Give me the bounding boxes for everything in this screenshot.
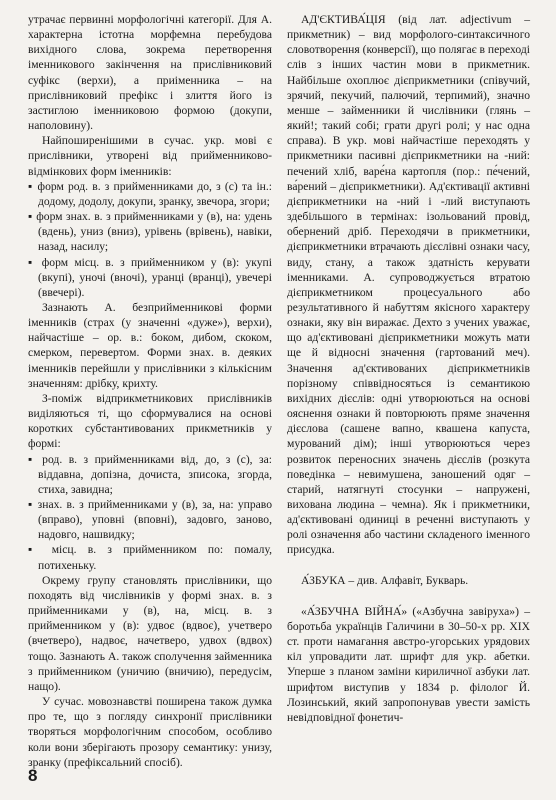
list-item-adj-locative: ▪ місц. в. з прийменником по: помалу, потихеньку. [28,543,272,572]
paragraph-adjective-based: З-поміж відприкметникових прислівників виділяються ті, що сформувалися на основі коротких субстантивованих прикметників у формі: [28,391,272,451]
paragraph-prepositionless: Зазнають А. безприйменникові форми іменників (страх (у значенні «дуже»), верхи), найчастіше – ор. в.: боком, дибом, скоком, смерком, перевертом. Форми знах. в. деяких іменників перейшли у прислівники з кількісним значенням: дрібку, крихту. [28,300,272,390]
right-column [287,12,530,725]
paragraph-synchrony: У сучас. мовознавстві поширена також думка про те, що з погляду синхронії прислівники творяться морфологічним способом, особливо коли вони зберігають прозору семантику: унизу, зранку (префіксальний спосіб). [28,695,272,769]
paragraph-intro: утрачає первинні морфологічні категорії. Для А. характерна істотна морфемна перебудова вихідного слова, зокрема перетворення іменникового закінчення на прислівниковий суфікс (верхи), а приіменника – на прислівниковий префікс і злиття його із застиглою іменниковою формою (докупи, наполовину). [28,13,272,133]
list-item-locative: ▪ форм місц. в. з прийменником у (в): укупі (вкупі), уночі (вночі), уранці (вранці), увечері (ввечері). [28,255,272,299]
entry-adjectivation: АД'ЄКТИВА́ЦІЯ (від лат. adjectivum – прикметник) – вид морфолого-синтаксичного словотворення (конверсії), що полягає в переході слів з інших частин мови в прикметник. Найбільше охоплює дієприкметники (співучий, зрячий, пекучий, палючий, терпимий), значно менше – займенники й числівники (глянь – який!; такий собі; грати другі ролі; у нас одна справа). В укр. мові найчастіше переходять у прикметники пасивні дієприкметники на -ний: печений хліб, варе́на картопля (пор.: пе́чений, ва́рений – дієприкметники). Ад'єктивації активні дієприкметники на -ний і -лий виступають здебільшого в термінах: ізольований провід, обернений дріб. Переходячи в прикметники, дієприкметники втрачають дієслівні ознаки часу, виду, стану, а також здатність керувати іменниками. А. супроводжується втратою дієприкметником процесуального або результативного й набуттям якісного характеру ознаки, яку він виражає. Дехто з учених уважає, що ад'єктивовані дієприкметники можуть мати ще й відносні значення (гартований меч). Значення ад'єктивованих дієприкметників порізному співвідносяться із семантикою вихідних дієслів: одні утворюються на основі ояснення ознаки й повторюють пряме значення дієслова (сашене вапно, квашена капуста, мурований дім); інші утворюються через розвиток переносних значень дієслів (розкута поведінка – невимушена, заношений одяг – старий, натягнуті стосунки – напружені, вихована людина – чемна). Як і прикметники, ад'єктивовані одиниці в реченні виступають у ролі означення або частини складеного іменного присудка. [287,13,530,557]
entry-azbuka: А́ЗБУКА – див. Алфавіт, Букварь. [301,573,469,587]
list-item-adj-accusative: ▪ знах. в. з прийменниками у (в), за, на: управо (вправо), уповні (вповні), задовго, заново, надовго, нашвидку; [28,498,272,542]
list-item-genitive: ▪ форм род. в. з прийменниками до, з (с) та ін.: додому, додолу, докупи, зранку, звечора, згори; [28,179,272,208]
list-item-accusative: ▪ форм знах. в. з прийменниками у (в), на: удень (вдень), униз (вниз), урівень (врівень), навіки, назад, насилу; [28,210,272,254]
page-number: 8 [28,766,38,785]
paragraph-noun-based: Найпоширенішими в сучас. укр. мові є прислівники, утворені від прийменниково-відмінкових форм іменників: [28,134,272,178]
list-item-adj-genitive: ▪ род. в. з прийменниками від, до, з (с), за: віддавна, допізна, дочиста, зписока, згорда, стиха, завидна; [28,452,272,496]
entry-azbuchna-viina: «А́ЗБУЧНА ВІЙНА́» («Азбучна завіруха») – боротьба українців Галичини в 30–50-х рр. XIX ст. проти намагання австро-угорських урядових кіл упровадити лат. шрифт для укр. абетки. Уперше з планом заміни кириличної азбуки лат. шрифтом виступив у 1834 р. філолог Й. Лозинський, який запропонував увести замість невідповідної фонетич- [287,604,530,724]
paragraph-numeral-based: Окрему групу становлять прислівники, що походять від числівників у формі знах. в. з прийменниками у (в), на, місц. в. з прийменником у (в): удвоє (вдвоє), учетверо (вчетверо), надвоє, начетверо, удвох (вдвох) тощо. Зазнають А. також сполучення займенника з прийменником (уничию (вничию), передусім, нащо). [28,573,272,693]
left-column [28,12,272,770]
